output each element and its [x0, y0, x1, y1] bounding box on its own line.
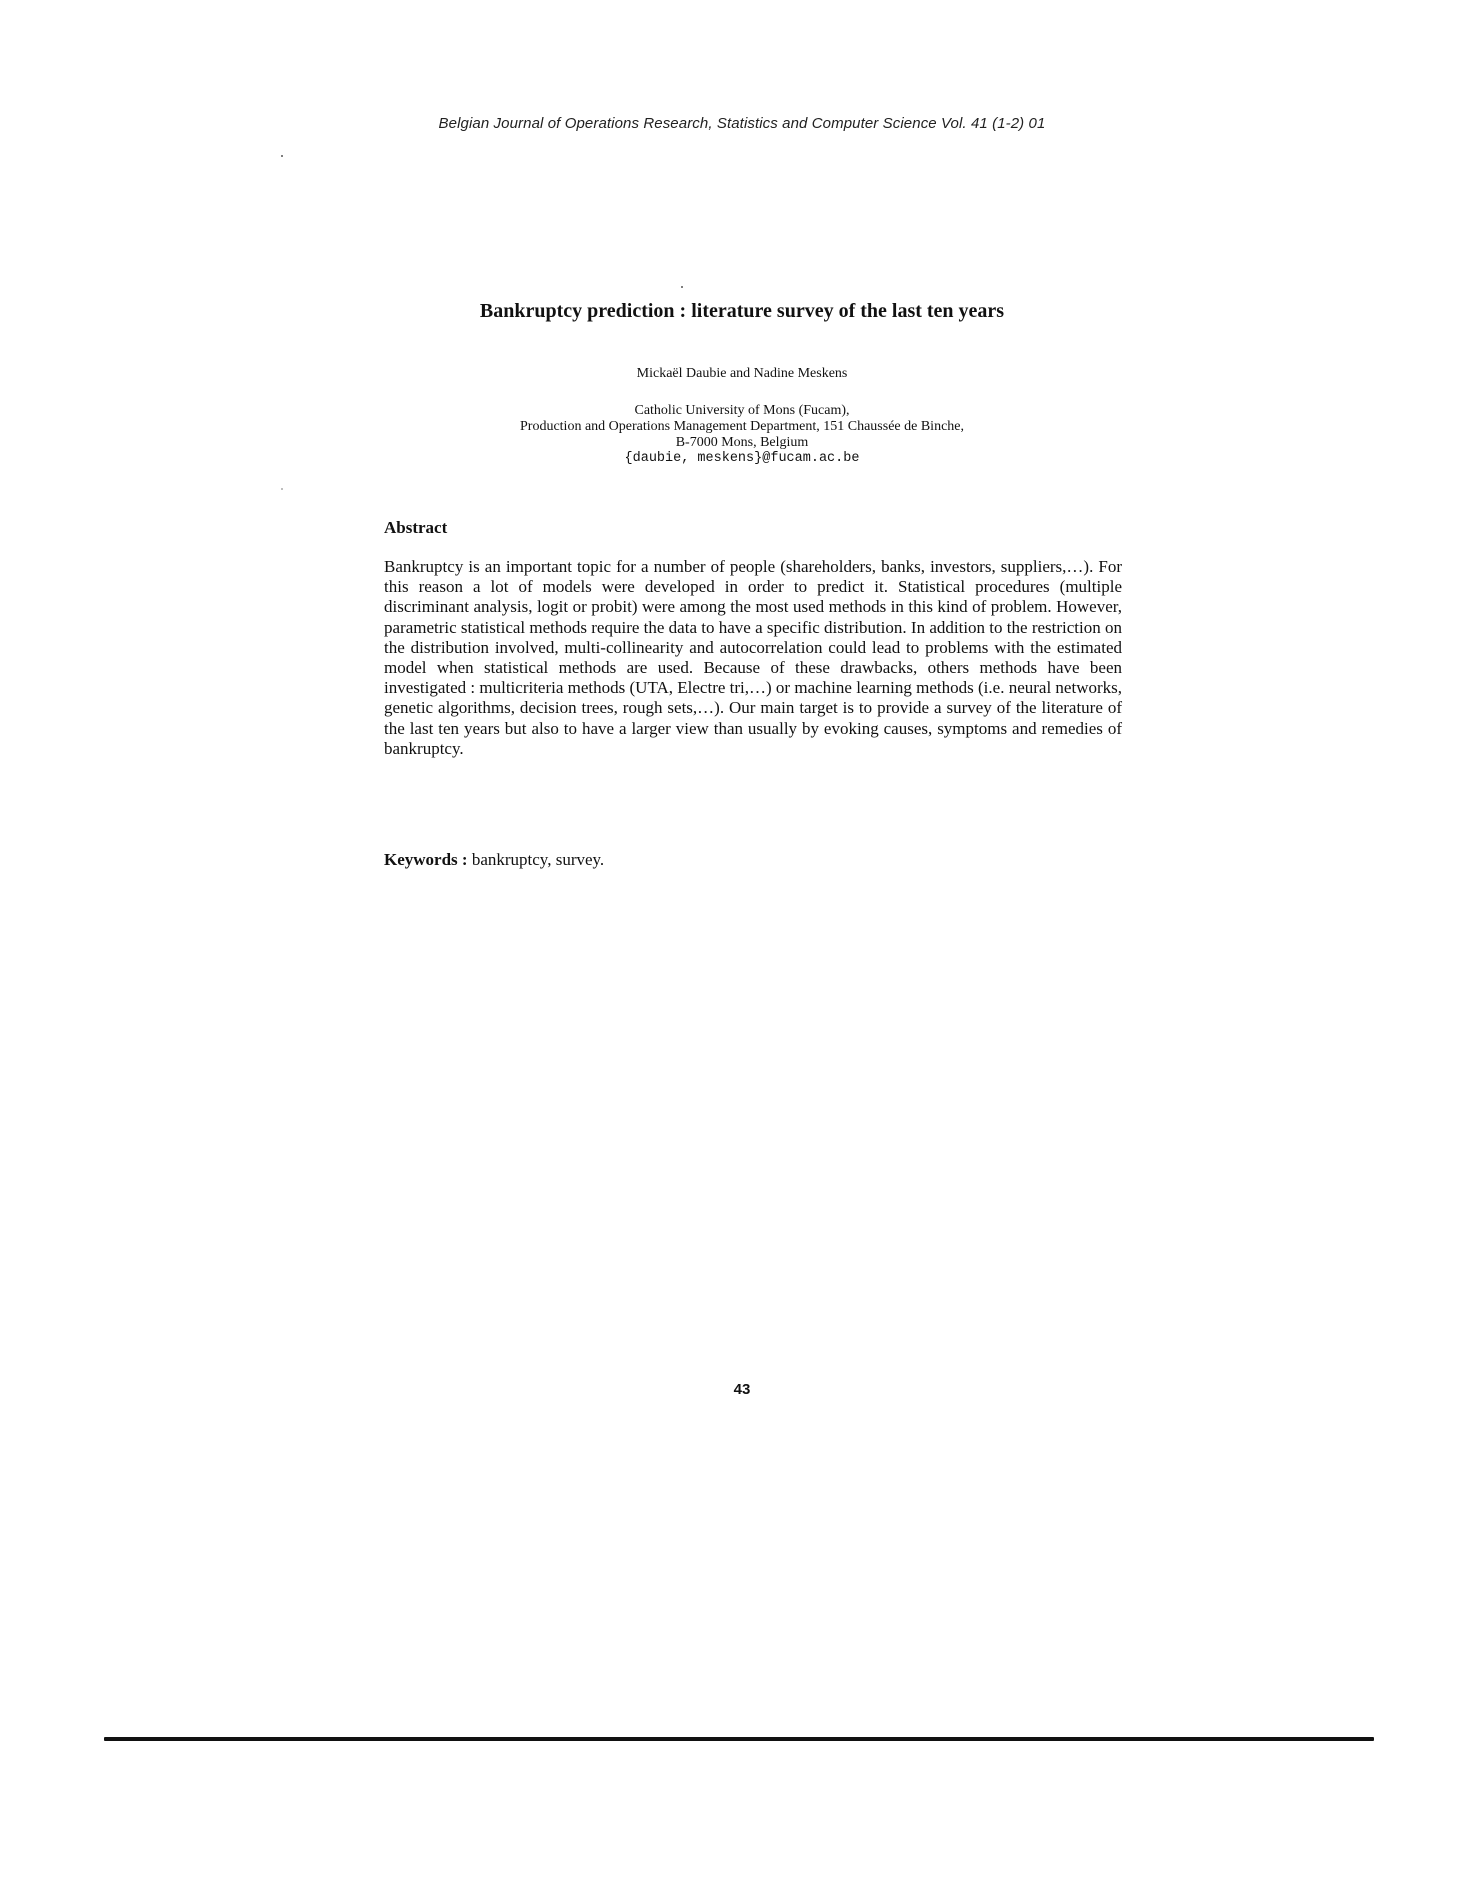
paper-authors: Mickaël Daubie and Nadine Meskens [636, 366, 848, 381]
author-email: {daubie, meskens}@fucam.ac.be [624, 451, 860, 466]
scan-speck [681, 286, 683, 288]
affiliation-location: B-7000 Mons, Belgium [675, 435, 809, 450]
affiliation-institution: Catholic University of Mons (Fucam), [634, 403, 850, 418]
keywords-label: Keywords : [384, 850, 468, 869]
abstract-heading: Abstract [384, 518, 448, 537]
scan-speck [281, 155, 283, 157]
affiliation-department: Production and Operations Management Department, 151 Chaussée de Binche, [520, 419, 964, 434]
scan-speck [281, 488, 283, 490]
journal-header: Belgian Journal of Operations Research, Statistics and Computer Science Vol. 41 (1-2) 01 [438, 115, 1046, 132]
keywords-value: bankruptcy, survey. [471, 850, 605, 869]
paper-title: Bankruptcy prediction : literature survey of the last ten years [479, 300, 1005, 322]
author-affiliation [0, 403, 1484, 467]
page-number: 43 [733, 1381, 751, 1398]
footer-rule [104, 1737, 1374, 1741]
keywords-line [384, 850, 604, 870]
abstract-text: Bankruptcy is an important topic for a number of people (shareholders, banks, investors, suppliers,…). For this reason a lot of models were developed in order to predict it. Statistical procedures (multiple discriminant analysis, logit or probit) were among the most used methods in this kind of problem. However, parametric statistical methods require the data to have a specific distribution. In addition to the restriction on the distribution involved, multi-collinearity and autocorrelation could lead to problems with the estimated model when statistical methods are used. Because of these drawbacks, others methods have been investigated : multicriteria methods (UTA, Electre tri,…) or machine learning methods (i.e. neural networks, genetic algorithms, decision trees, rough sets,…). Our main target is to provide a survey of the literature of the last ten years but also to have a larger view than usually by evoking causes, symptoms and remedies of bankruptcy. [384, 557, 1122, 758]
